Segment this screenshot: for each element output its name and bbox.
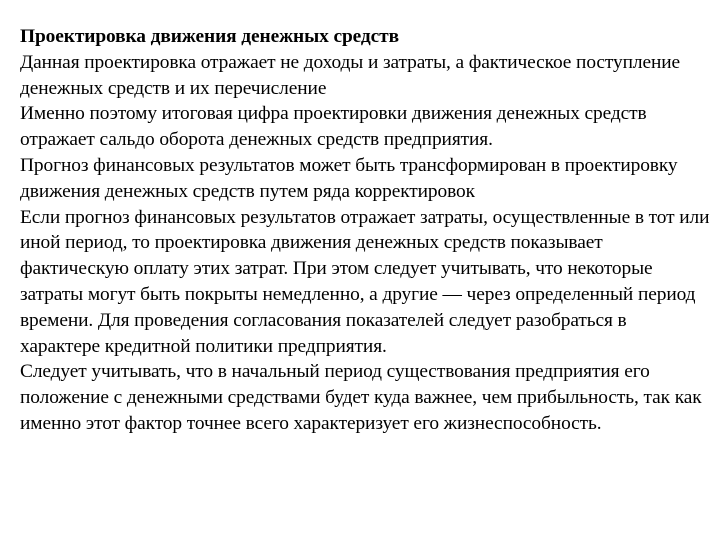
document-title: Проектировка движения денежных средств: [20, 26, 399, 47]
paragraph-cash-balance: Именно поэтому итоговая цифра проектировки движения денежных средств отражает сальдо оборота денежных средств предприятия.: [20, 103, 647, 151]
document-page: [20, 24, 710, 437]
paragraph-cash-flow-definition: Данная проектировка отражает не доходы и затраты, а фактическое поступление денежных средств и их перечисление: [20, 51, 681, 99]
paragraph-costs-payment: Если прогноз финансовых результатов отражает затраты, осуществленные в тот или иной период, то проектировка движения денежных средств показывает фактическую оплату этих затрат. При этом следует учитывать, что некоторые затраты могут быть покрыты немедленно, а другие — через определенный период времени. Для проведения согласования показателей следует разобраться в характере кредитной политики предприятия.: [20, 206, 710, 357]
paragraph-forecast-transformation: Прогноз финансовых результатов может быть трансформирован в проектировку движения денежных средств путем ряда корректировок: [20, 154, 678, 202]
paragraph-initial-period: Следует учитывать, что в начальный период существования предприятия его положение с денежными средствами будет куда важнее, чем прибыльность, так как именно этот фактор точнее всего характеризует его жизнеспособность.: [20, 361, 702, 434]
